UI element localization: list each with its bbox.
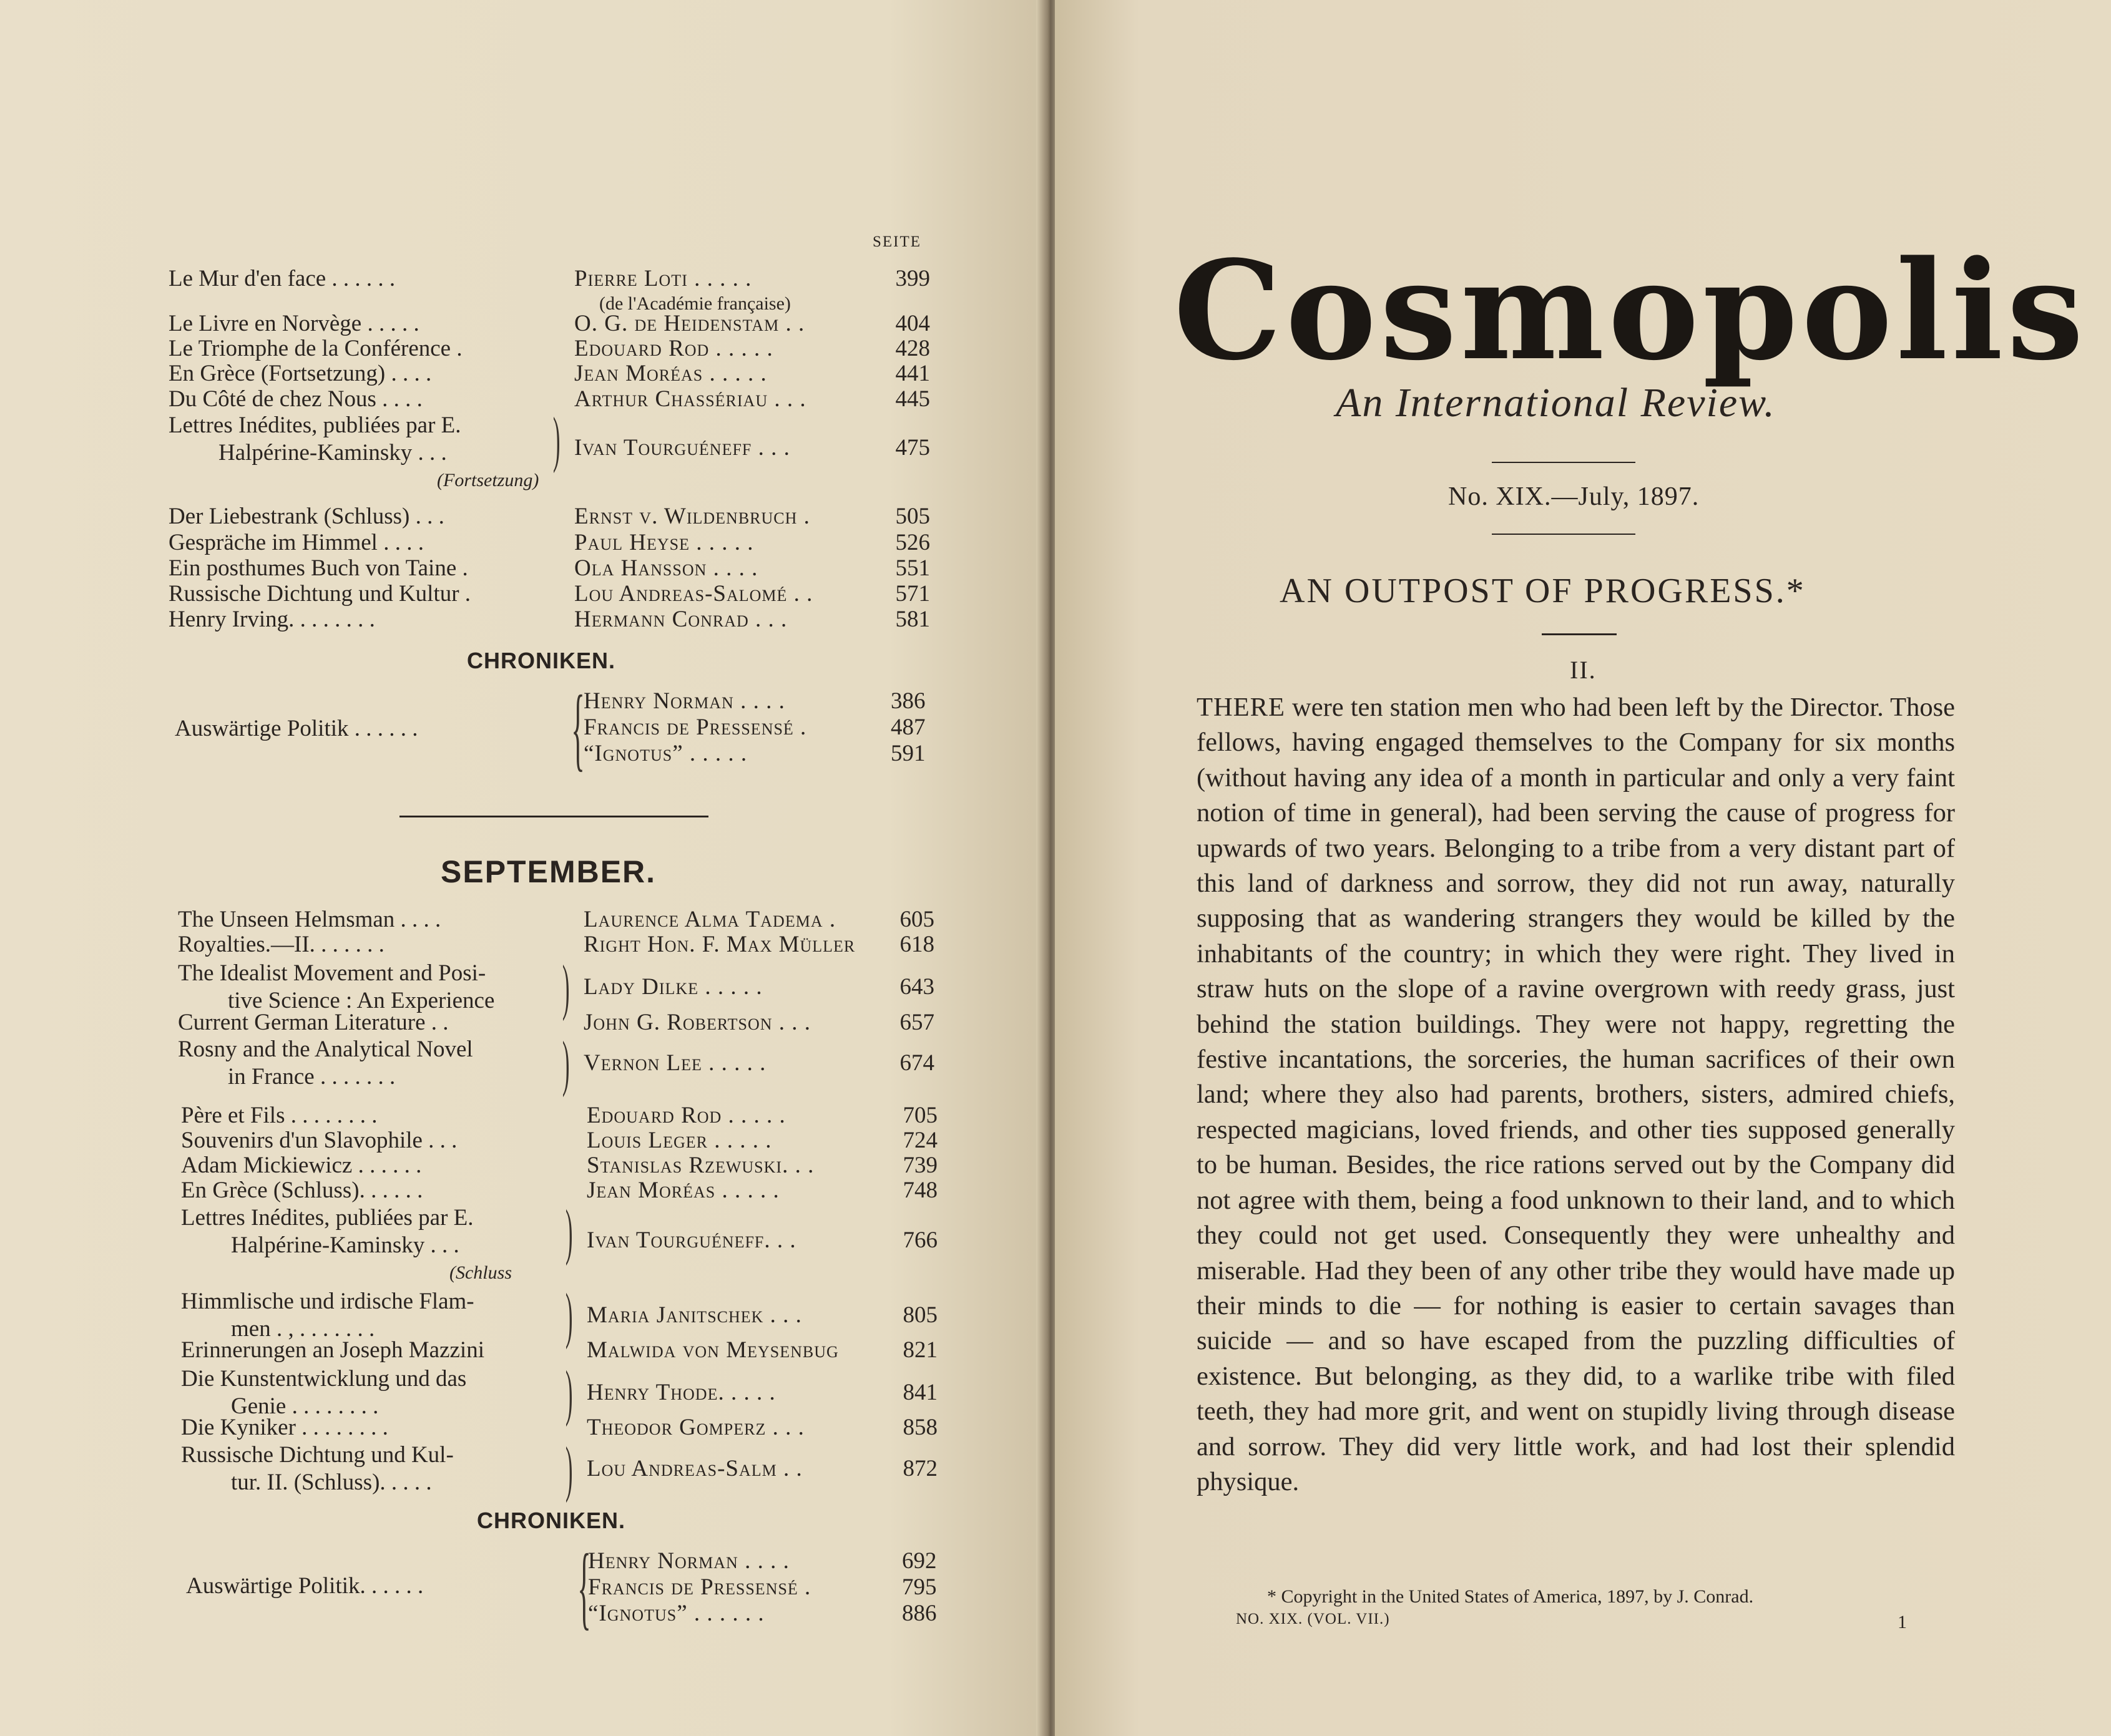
issue-line: No. XIX.—July, 1897. <box>1448 482 1700 511</box>
toc-title: Royalties.—II. . . . . . . <box>178 932 384 957</box>
toc-author: Jean Moréas . . . . . <box>587 1178 780 1203</box>
section-divider <box>399 816 708 817</box>
toc-row <box>169 335 930 363</box>
toc-page-number: 841 <box>903 1380 938 1405</box>
toc-row <box>181 1358 938 1427</box>
toc-title: Erinnerungen an Joseph Mazzini <box>181 1337 484 1363</box>
chroniken-title: Auswärtige Politik . . . . . . <box>175 716 418 741</box>
toc-title: Rosny and the Analytical Novel <box>178 1036 473 1062</box>
toc-title: Du Côté de chez Nous . . . . <box>169 386 423 412</box>
toc-author: Paul Heyse . . . . . <box>574 530 754 555</box>
toc-title: Henry Irving. . . . . . . . <box>169 607 375 632</box>
toc-row <box>181 1102 938 1129</box>
toc-row <box>181 1152 938 1179</box>
toc-row <box>178 906 934 934</box>
toc-author: Stanislas Rzewuski. . . <box>587 1153 815 1178</box>
toc-row <box>169 580 930 608</box>
toc-title: Current German Literature . . <box>178 1010 449 1035</box>
toc-page-number: 739 <box>903 1153 938 1178</box>
issue-folio: NO. XIX. (VOL. VII.) <box>1236 1611 1390 1627</box>
chapter-number: II. <box>1570 656 1597 684</box>
story-title: AN OUTPOST OF PROGRESS.* <box>1280 572 1806 610</box>
toc-page-number: 724 <box>903 1128 938 1153</box>
brace-right: ) <box>562 1028 570 1098</box>
toc-row <box>181 1177 938 1204</box>
toc-author: John G. Robertson . . . <box>584 1010 811 1035</box>
toc-title-continued: Halpérine-Kaminsky . . . <box>218 440 447 466</box>
toc-page-number: 441 <box>895 361 930 386</box>
toc-page-number: 571 <box>895 581 930 607</box>
toc-row <box>181 1434 938 1503</box>
toc-page-number: 657 <box>899 1010 934 1035</box>
toc-row <box>181 1197 938 1283</box>
toc-title: En Grèce (Fortsetzung) . . . . <box>169 361 432 386</box>
toc-row <box>181 1337 938 1364</box>
chroniken-page: 386 <box>891 688 926 714</box>
toc-author-note: (de l'Académie française) <box>599 293 791 314</box>
toc-title-continued: in France . . . . . . . <box>228 1064 396 1090</box>
toc-row <box>169 529 930 557</box>
toc-row <box>169 360 930 388</box>
toc-author: Theodor Gomperz . . . <box>587 1415 805 1440</box>
toc-title: En Grèce (Schluss). . . . . . <box>181 1178 423 1203</box>
toc-author: Lou Andreas-Salomé . . <box>574 581 813 607</box>
toc-page-number: 475 <box>895 435 930 461</box>
toc-page-number: 748 <box>903 1178 938 1203</box>
toc-title: Himmlische und irdische Flam- <box>181 1289 474 1314</box>
chroniken-author: “Ignotus” . . . . . <box>584 741 748 766</box>
brace-right: ) <box>565 1280 573 1350</box>
toc-author: Jean Moréas . . . . . <box>574 361 767 386</box>
chroniken-page: 692 <box>902 1548 937 1574</box>
chroniken-author: Henry Norman . . . . <box>584 688 785 714</box>
toc-row <box>178 1028 934 1098</box>
toc-row <box>178 931 934 958</box>
toc-title: Adam Mickiewicz . . . . . . <box>181 1153 422 1178</box>
toc-row <box>178 952 934 1022</box>
rule-mid <box>1492 534 1635 535</box>
toc-title: Ein posthumes Buch von Taine . <box>169 555 468 581</box>
toc-page-number: 445 <box>895 386 930 412</box>
toc-title-continued: Genie . . . . . . . . <box>231 1393 379 1419</box>
toc-author: Edouard Rod . . . . . <box>587 1103 786 1128</box>
brace-right: ) <box>562 952 570 1022</box>
toc-title: Der Liebestrank (Schluss) . . . <box>169 504 444 529</box>
toc-page-number: 858 <box>903 1415 938 1440</box>
toc-title: Russische Dichtung und Kultur . <box>169 581 471 607</box>
toc-page-number: 581 <box>895 607 930 632</box>
toc-row <box>169 404 930 490</box>
toc-row <box>169 503 930 530</box>
toc-author: Laurence Alma Tadema . <box>584 907 836 932</box>
toc-author: Ernst v. Wildenbruch . <box>574 504 810 529</box>
toc-title: Lettres Inédites, publiées par E. <box>169 412 461 438</box>
toc-title: Lettres Inédites, publiées par E. <box>181 1205 474 1231</box>
toc-author: Vernon Lee . . . . . <box>584 1050 767 1076</box>
body-text: were ten station men who had been left by the Director. Those fellows, having engaged themselves to the Company for six months (without having any idea of a month in particular and only a very faint notion of time in general), had been serving the cause of progress for upwards of two years. Belonging to a tribe from a very distant part of this land of darkness and sorrow, they did not run away, naturally supposing that as wandering strangers they would be killed by the inhabitants of the country; in which they were right. They lived in straw huts on the slope of a ravine overgrown with reedy grass, just behind the station buildings. They were not happy, regretting the festive incantations, the sorceries, the human sacrifices of their own land; where they also had parents, brothers, sisters, admired chiefs, respected magicians, loved friends, and other ties supposed generally to be human. Besides, the rice rations served out by the Company did not agree with them, being a food unknown to their land, and to which they could not get used. Consequently they were unhealthy and miserable. Had they been of any other tribe they would have made up their minds to die — for nothing is easier to certain savages than suicide — and so have escaped from the puzzling difficulties of existence. But belonging, as they did, to a warlike tribe with filed teeth, they had more grit, and went on stupidly living through disease and sorrow. They did very little work, and had lost their splendid physique. <box>1197 693 1955 1496</box>
chroniken-heading-september: CHRONIKEN. <box>477 1508 626 1533</box>
chroniken-page: 487 <box>891 714 926 740</box>
toc-page-number: 766 <box>903 1227 938 1253</box>
toc-author: Hermann Conrad . . . <box>574 607 788 632</box>
toc-title: Le Mur d'en face . . . . . . <box>169 266 396 291</box>
toc-title: The Idealist Movement and Posi- <box>178 960 486 986</box>
toc-row <box>178 1009 934 1036</box>
masthead-title: Cosmopolis <box>1173 231 2087 391</box>
toc-author: O. G. de Heidenstam . . <box>574 311 805 336</box>
brace-right: ) <box>565 1197 573 1266</box>
toc-row <box>169 555 930 582</box>
toc-subtitle: (Schluss <box>449 1262 512 1283</box>
toc-row <box>169 606 930 633</box>
toc-page-number: 428 <box>895 336 930 361</box>
toc-author: Lady Dilke . . . . . <box>584 974 763 1000</box>
masthead-subtitle: An International Review. <box>1336 380 1776 426</box>
toc-author: Maria Janitschek . . . <box>587 1302 802 1328</box>
toc-title: Le Triomphe de la Conférence . <box>169 336 463 361</box>
chroniken-author: Francis de Pressensé . <box>584 714 807 740</box>
toc-row <box>169 386 930 413</box>
toc-author: Malwida von Meysenbug <box>587 1337 839 1363</box>
toc-row <box>169 310 930 338</box>
toc-author: Henry Thode. . . . . <box>587 1380 776 1405</box>
toc-page-number: 705 <box>903 1103 938 1128</box>
brace-left: { <box>571 676 585 780</box>
toc-author: Pierre Loti . . . . . <box>574 266 752 291</box>
chroniken-heading: CHRONIKEN. <box>467 648 616 673</box>
toc-author: Ivan Tourguéneff . . . <box>574 435 790 461</box>
toc-page-number: 505 <box>895 504 930 529</box>
chroniken-page: 886 <box>902 1601 937 1626</box>
toc-title-continued: men . , . . . . . . . <box>231 1316 375 1342</box>
toc-page-number: 404 <box>895 311 930 336</box>
toc-page-number: 618 <box>899 932 934 957</box>
toc-title: The Unseen Helmsman . . . . <box>178 907 441 932</box>
toc-title-continued: Halpérine-Kaminsky . . . <box>231 1232 459 1258</box>
toc-title: Souvenirs d'un Slavophile . . . <box>181 1128 458 1153</box>
seite-label: SEITE <box>873 233 922 250</box>
toc-author: Arthur Chassériau . . . <box>574 386 806 412</box>
table-of-contents-page <box>0 0 1044 1736</box>
toc-author: Right Hon. F. Max Müller <box>584 932 856 957</box>
toc-title: Le Livre en Norvège . . . . . <box>169 311 419 336</box>
toc-title: Die Kyniker . . . . . . . . <box>181 1415 388 1440</box>
page-number: 1 <box>1898 1612 1907 1632</box>
toc-title: Russische Dichtung und Kul- <box>181 1442 454 1468</box>
toc-row <box>169 265 930 314</box>
toc-page-number: 399 <box>895 266 930 291</box>
chroniken-author: Henry Norman . . . . <box>588 1548 790 1574</box>
chroniken-page: 591 <box>891 741 926 766</box>
toc-page-number: 643 <box>899 974 934 1000</box>
rule-top <box>1492 462 1635 463</box>
toc-page-number: 674 <box>899 1050 934 1076</box>
copyright-footnote: * Copyright in the United States of America, 1897, by J. Conrad. <box>1267 1586 1754 1607</box>
toc-author: Edouard Rod . . . . . <box>574 336 773 361</box>
toc-title-continued: tive Science : An Experience <box>228 988 495 1013</box>
brace-left-september: { <box>577 1535 591 1639</box>
body-first-word: THERE <box>1197 693 1285 722</box>
toc-page-number: 605 <box>899 907 934 932</box>
toc-title: Die Kunstentwicklung und das <box>181 1366 467 1392</box>
toc-subtitle: (Fortsetzung) <box>437 470 539 490</box>
toc-author: Lou Andreas-Salm . . <box>587 1456 803 1481</box>
toc-row <box>181 1414 938 1441</box>
chroniken-author: “Ignotus” . . . . . . <box>588 1601 765 1626</box>
toc-row <box>181 1127 938 1154</box>
article-page <box>1055 0 2111 1736</box>
rule-title <box>1542 633 1617 635</box>
toc-page-number: 805 <box>903 1302 938 1328</box>
toc-page-number: 551 <box>895 555 930 581</box>
toc-title: Gespräche im Himmel . . . . <box>169 530 424 555</box>
chroniken-title-september: Auswärtige Politik. . . . . . <box>186 1573 424 1599</box>
toc-title: Père et Fils . . . . . . . . <box>181 1103 378 1128</box>
brace-right: ) <box>565 1358 573 1427</box>
brace-right: ) <box>552 404 561 474</box>
toc-page-number: 821 <box>903 1337 938 1363</box>
brace-right: ) <box>565 1434 573 1503</box>
toc-author: Louis Leger . . . . . <box>587 1128 772 1153</box>
september-heading: SEPTEMBER. <box>441 854 657 889</box>
chroniken-page: 795 <box>902 1574 937 1600</box>
toc-title-continued: tur. II. (Schluss). . . . . <box>231 1470 432 1495</box>
article-body <box>1197 690 1955 1499</box>
chroniken-author: Francis de Pressensé . <box>588 1574 811 1600</box>
toc-page-number: 526 <box>895 530 930 555</box>
toc-author: Ivan Tourguéneff. . . <box>587 1227 796 1253</box>
toc-author: Ola Hansson . . . . <box>574 555 758 581</box>
toc-page-number: 872 <box>903 1456 938 1481</box>
